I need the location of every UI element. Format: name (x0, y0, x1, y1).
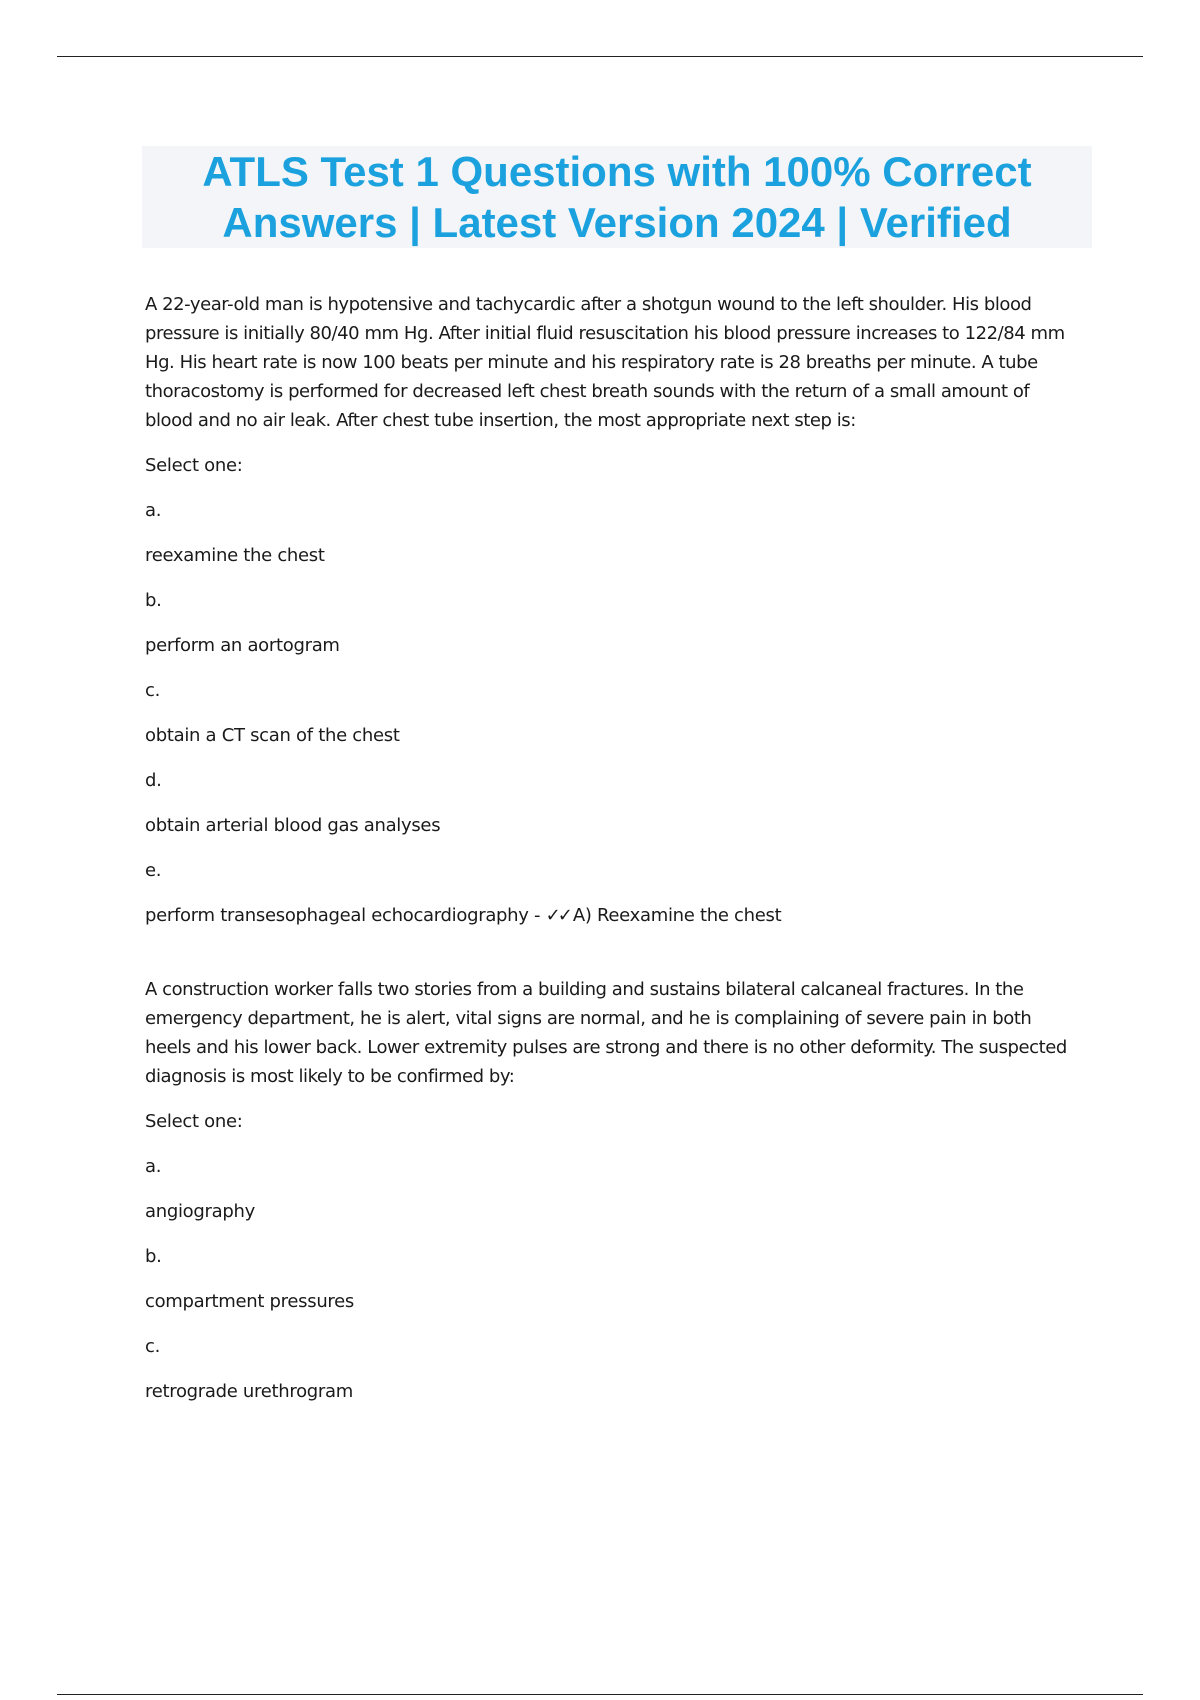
answer-text: A) Reexamine the chest (572, 905, 782, 926)
option-text: retrograde urethrogram (145, 1381, 353, 1402)
option-text: perform an aortogram (145, 635, 340, 656)
option-text: angiography (145, 1201, 255, 1222)
option-letter: a. (145, 500, 162, 521)
title-line-1: ATLS Test 1 Questions with 100% Correct (202, 148, 1032, 195)
select-prompt: Select one: (145, 1111, 243, 1132)
option-text: reexamine the chest (145, 545, 325, 566)
document-title (142, 146, 1092, 248)
option-letter: b. (145, 1246, 162, 1267)
double-check-icon: ✓✓ (545, 905, 570, 926)
option-text: perform transesophageal echocardiography - (145, 905, 546, 926)
option-with-answer (145, 901, 1077, 930)
footer-rule (57, 1694, 1143, 1695)
option-letter: b. (145, 590, 162, 611)
question-stem: A 22-year-old man is hypotensive and tachycardic after a shotgun wound to the left shoulder. His blood pressure is initially 80/40 mm Hg. After initial fluid resuscitation his blood pressure increases to 122/84 mm Hg. His heart rate is now 100 beats per minute and his respiratory rate is 28 breaths per minute. A tube thoracostomy is performed for decreased left chest breath sounds with the return of a small amount of blood and no air leak. After chest tube insertion, the most appropriate next step is: (145, 294, 1065, 431)
option-letter: e. (145, 860, 162, 881)
option-text: obtain arterial blood gas analyses (145, 815, 441, 836)
option-text: compartment pressures (145, 1291, 354, 1312)
option-letter: d. (145, 770, 162, 791)
header-rule (57, 56, 1143, 57)
option-letter: a. (145, 1156, 162, 1177)
option-letter: c. (145, 680, 161, 701)
question-2 (145, 975, 1077, 1406)
title-line-2: Answers | Latest Version 2024 | Verified (222, 199, 1012, 246)
option-text: obtain a CT scan of the chest (145, 725, 400, 746)
document-body (145, 290, 1077, 1406)
question-stem: A construction worker falls two stories from a building and sustains bilateral calcaneal fractures. In the emergency department, he is alert, vital signs are normal, and he is complaining of severe pain in both heels and his lower back. Lower extremity pulses are strong and there is no other deformity. The suspected diagnosis is most likely to be confirmed by: (145, 979, 1067, 1087)
question-1 (145, 290, 1077, 930)
select-prompt: Select one: (145, 455, 243, 476)
option-letter: c. (145, 1336, 161, 1357)
